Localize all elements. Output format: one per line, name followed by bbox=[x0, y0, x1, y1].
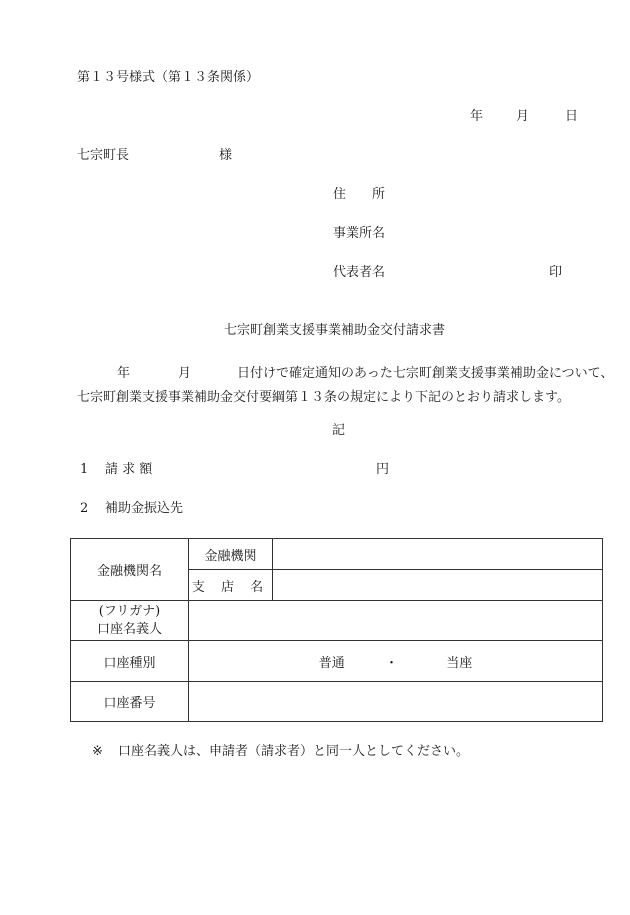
note-text: 口座名義人は、申請者（請求者）と同一人としてください。 bbox=[118, 744, 470, 759]
body-line-2: 七宗町創業支援事業補助金交付要綱第１３条の規定により下記のとおり請求します。 bbox=[77, 390, 570, 405]
date-month: 月 bbox=[516, 109, 530, 124]
account-type-current[interactable]: 当座 bbox=[446, 655, 473, 671]
account-type-label: 口座種別 bbox=[71, 641, 189, 682]
form-number: 第１３号様式（第１３条関係） bbox=[77, 70, 260, 85]
body-line-1-text: 日付けで確定通知のあった七宗町創業支援事業補助金について、 bbox=[237, 366, 614, 381]
account-number-field[interactable] bbox=[189, 682, 603, 722]
institution-field[interactable] bbox=[273, 539, 603, 570]
bank-account-table bbox=[70, 538, 603, 722]
account-type-field[interactable] bbox=[189, 641, 603, 682]
date-year: 年 bbox=[470, 109, 484, 124]
item-1-number: 1 bbox=[80, 462, 89, 477]
document-title: 七宗町創業支援事業補助金交付請求書 bbox=[224, 323, 446, 338]
address-label: 住 所 bbox=[333, 187, 386, 202]
bank-name-label: 金融機関名 bbox=[71, 539, 189, 601]
addressee-name: 七宗町長 bbox=[77, 148, 130, 163]
note-mark: ※ bbox=[92, 744, 103, 759]
account-holder-label-cell bbox=[71, 601, 189, 641]
body-line-1 bbox=[77, 362, 614, 386]
date-day: 日 bbox=[565, 109, 579, 124]
branch-label: 支 店 名 bbox=[189, 570, 273, 601]
body-year: 年 bbox=[117, 366, 131, 381]
representative-label: 代表者名 bbox=[333, 265, 386, 280]
transfer-destination-label: 補助金振込先 bbox=[105, 501, 184, 516]
body-month: 月 bbox=[178, 366, 192, 381]
institution-label: 金融機関 bbox=[189, 539, 273, 570]
account-holder-label: 口座名義人 bbox=[96, 621, 162, 637]
yen-unit: 円 bbox=[376, 462, 390, 477]
account-number-label: 口座番号 bbox=[71, 682, 189, 722]
account-type-separator: ・ bbox=[384, 655, 398, 671]
branch-field[interactable] bbox=[273, 570, 603, 601]
addressee-honorific: 様 bbox=[219, 148, 233, 163]
table-row bbox=[71, 641, 603, 682]
table-row bbox=[71, 682, 603, 722]
item-2-number: 2 bbox=[80, 501, 89, 516]
account-holder-kana: (フリガナ) bbox=[98, 603, 161, 619]
table-row bbox=[71, 539, 603, 570]
body-text bbox=[77, 362, 614, 410]
request-amount-label: 請 求 額 bbox=[105, 462, 153, 477]
seal-mark: 印 bbox=[549, 265, 563, 280]
ki-heading: 記 bbox=[332, 423, 346, 438]
account-type-ordinary[interactable]: 普通 bbox=[318, 655, 345, 671]
account-holder-field[interactable] bbox=[189, 601, 603, 641]
table-row bbox=[71, 601, 603, 641]
office-name-label: 事業所名 bbox=[333, 226, 386, 241]
